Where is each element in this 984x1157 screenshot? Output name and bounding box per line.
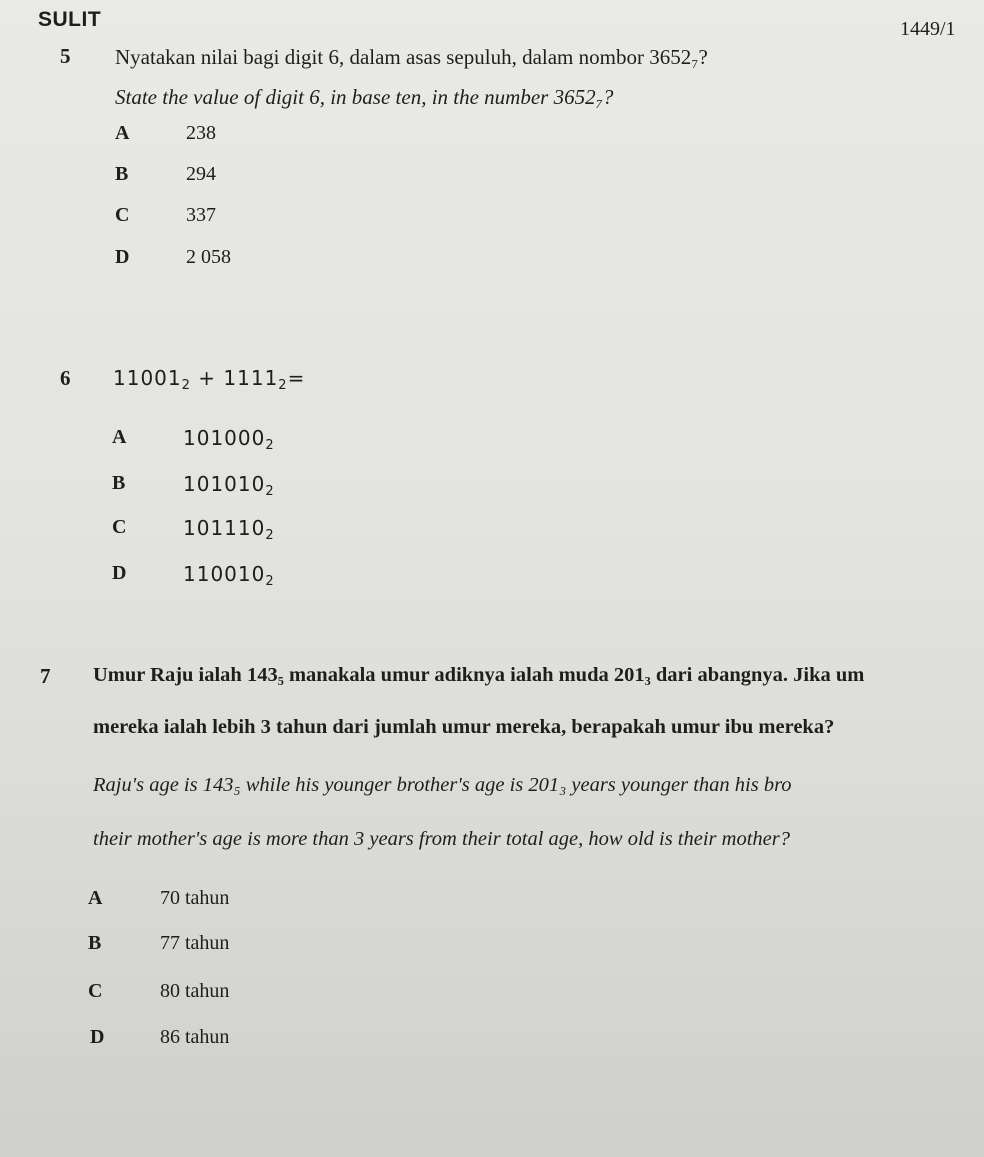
expression-base: 2 xyxy=(278,378,288,393)
option-letter: A xyxy=(115,122,130,144)
option-number: 110010 xyxy=(183,562,266,586)
option-number: 101000 xyxy=(183,426,266,450)
option-number: 101110 xyxy=(183,516,266,540)
question-text-english: State the value of digit 6, in base ten, in the number 3652₇? xyxy=(115,85,614,109)
option-letter: C xyxy=(112,516,127,538)
option-value: 337 xyxy=(186,204,216,226)
option-value: 80 tahun xyxy=(160,980,230,1002)
option-letter: B xyxy=(115,163,129,185)
header-paper-code: 1449/1 xyxy=(900,18,956,40)
question-text-english-line-1: Raju's age is 143₅ while his younger brother's age is 201₃ years younger than his bro xyxy=(93,774,792,796)
option-value xyxy=(183,562,275,589)
option-letter: D xyxy=(112,562,127,584)
expression-equals: = xyxy=(287,366,306,390)
option-letter: C xyxy=(115,204,130,226)
option-letter: C xyxy=(88,980,103,1002)
header-classification: SULIT xyxy=(38,8,102,31)
question-number: 6 xyxy=(60,366,71,390)
option-number: 101010 xyxy=(183,472,266,496)
option-value: 70 tahun xyxy=(160,887,230,909)
option-base: 2 xyxy=(265,574,275,589)
option-value: 2 058 xyxy=(186,246,231,268)
option-value: 238 xyxy=(186,122,216,144)
option-value xyxy=(183,426,275,453)
option-value xyxy=(183,472,275,499)
option-value: 77 tahun xyxy=(160,932,230,954)
question-number: 5 xyxy=(60,44,71,68)
option-letter: D xyxy=(90,1026,105,1048)
option-base: 2 xyxy=(265,484,275,499)
question-number: 7 xyxy=(40,664,51,688)
option-base: 2 xyxy=(265,438,275,453)
option-letter: B xyxy=(112,472,126,494)
option-value: 86 tahun xyxy=(160,1026,230,1048)
question-expression xyxy=(113,366,305,393)
option-base: 2 xyxy=(265,528,275,543)
question-text-malay-line-2: mereka ialah lebih 3 tahun dari jumlah umur mereka, berapakah umur ibu mereka? xyxy=(93,716,835,738)
option-letter: A xyxy=(112,426,127,448)
expression-term: 1111 xyxy=(223,366,279,390)
option-letter: A xyxy=(88,887,103,909)
question-text-malay: Nyatakan nilai bagi digit 6, dalam asas sepuluh, dalam nombor 3652₇? xyxy=(115,45,708,69)
question-text-malay-line-1: Umur Raju ialah 143₅ manakala umur adiknya ialah muda 201₃ dari abangnya. Jika um xyxy=(93,664,865,686)
option-letter: D xyxy=(115,246,130,268)
question-text-english-line-2: their mother's age is more than 3 years from their total age, how old is their mother? xyxy=(93,828,790,850)
expression-term: 11001 xyxy=(113,366,182,390)
option-value: 294 xyxy=(186,163,216,185)
option-value xyxy=(183,516,275,543)
expression-base: 2 xyxy=(181,378,191,393)
expression-operator: + xyxy=(198,366,217,390)
option-letter: B xyxy=(88,932,102,954)
